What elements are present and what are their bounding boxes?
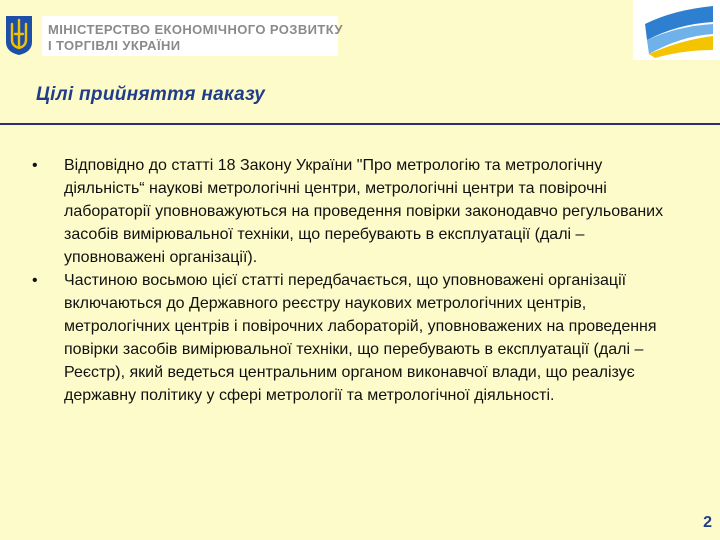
list-item <box>28 269 678 407</box>
slide-title: Цілі прийняття наказу <box>36 84 266 105</box>
blue-wave-logo-icon <box>633 0 720 60</box>
ministry-name-line1: МІНІСТЕРСТВО ЕКОНОМІЧНОГО РОЗВИТКУ <box>48 22 343 37</box>
ministry-name-box <box>42 16 343 56</box>
title-divider <box>0 123 720 125</box>
bullet-list <box>28 154 678 407</box>
list-item <box>28 154 678 269</box>
bullet-text: Відповідно до статті 18 Закону України "Про метрологію та метрологічну діяльність“ наукові метрологічні центри, метрологічні центри та повірочні лабораторії уповноважуються на проведення повірки законодавчо регульованих засобів вимірювальної техніки, що перебувають в експлуатації (далі – уповноважені організації). <box>64 157 664 266</box>
bullet-text: Частиною восьмою цієї статті передбачається, що уповноважені організації включаються до Державного реєстру наукових метрологічних центрів, метрологічних центрів і повірочних лабораторій, уповноважених на проведення повірки засобів вимірювальної техніки, що перебувають в експлуатації (далі – Реєстр), який ведеться центральним органом виконавчої влади, що реалізує державну політику у сфері метрології та метрологічної діяльності. <box>64 272 657 404</box>
bullet-icon: • <box>32 272 38 289</box>
header-band <box>0 0 720 60</box>
page-number: 2 <box>703 514 712 531</box>
ministry-name-line2: І ТОРГІВЛІ УКРАЇНИ <box>48 38 181 53</box>
logo-box <box>633 0 720 60</box>
bullet-icon: • <box>32 157 38 174</box>
trident-icon <box>4 14 34 56</box>
